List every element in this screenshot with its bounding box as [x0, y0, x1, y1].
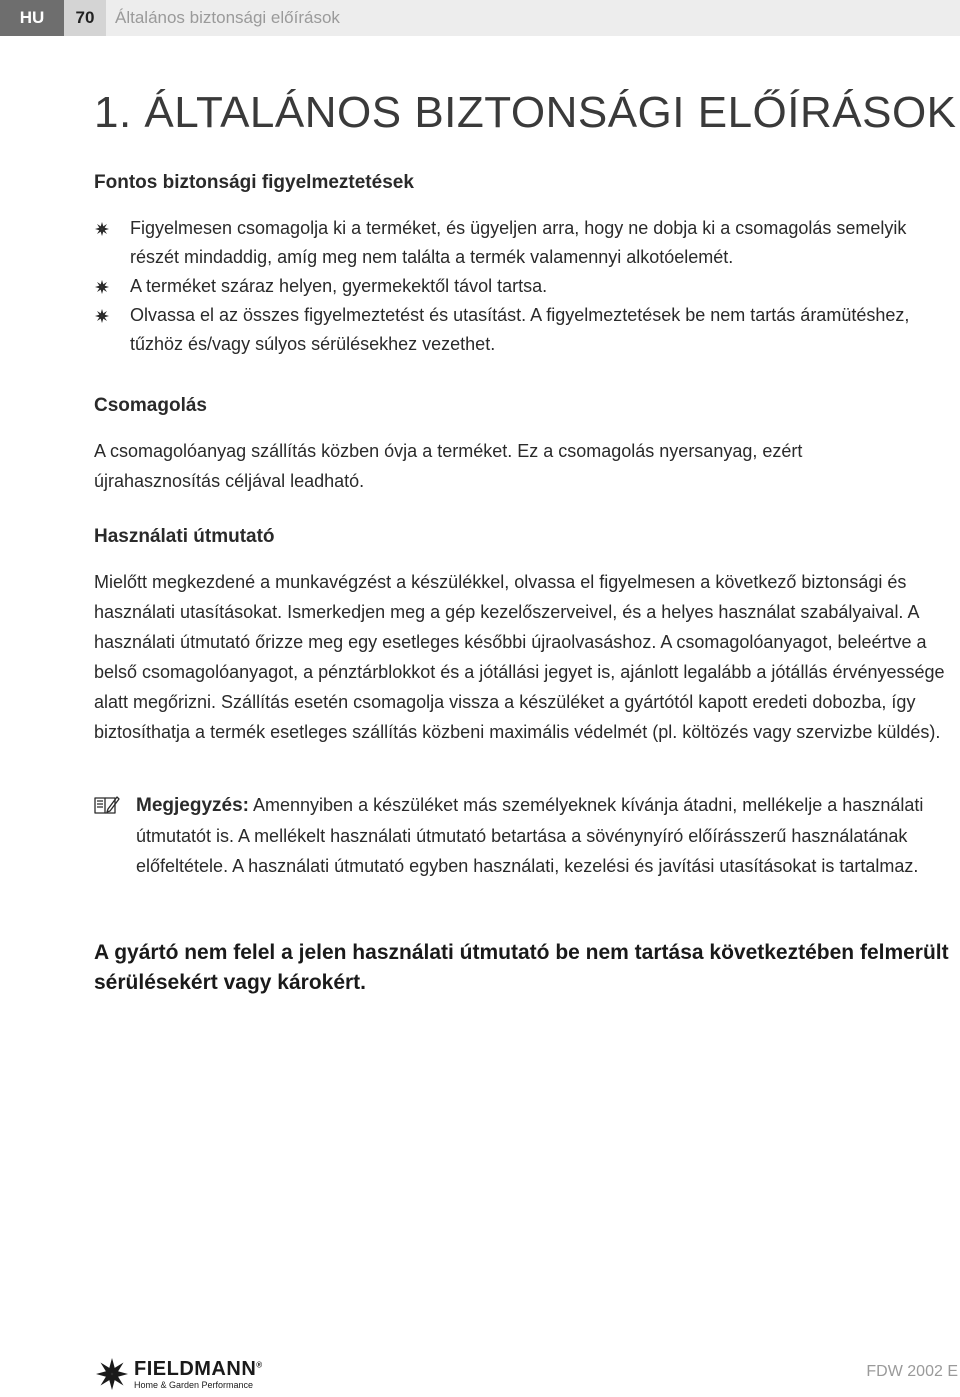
- safety-warnings-list: [94, 214, 924, 359]
- registered-mark: ®: [256, 1359, 263, 1369]
- packaging-text: A csomagolóanyag szállítás közben óvja a terméket. Ez a csomagolás nyersanyag, ezért újrahasznosítás céljával leadható.: [94, 441, 803, 491]
- brand-logo: [94, 1356, 263, 1392]
- model-number: FDW 2002 E: [866, 1363, 958, 1380]
- page-number: 70: [64, 0, 106, 36]
- note-label: Megjegyzés:: [136, 795, 249, 816]
- packaging-heading: Csomagolás: [94, 395, 207, 416]
- flower-bullet-icon: [94, 308, 110, 324]
- page-header: [0, 0, 960, 36]
- list-item: [94, 214, 924, 272]
- bullet-text: Figyelmesen csomagolja ki a terméket, és ügyeljen arra, hogy ne dobja ki a csomagolás semelyik részét mindaddig, amíg meg nem találta a termék valamennyi alkotóelemét.: [130, 218, 907, 267]
- header-section-title: Általános biztonsági előírások: [106, 0, 960, 36]
- note-paragraph: [94, 790, 924, 881]
- brand-wordmark: FIELDMANN: [134, 1357, 257, 1380]
- list-item: [94, 301, 924, 359]
- bullet-text: A terméket száraz helyen, gyermekektől távol tartsa.: [130, 276, 548, 296]
- flower-bullet-icon: [94, 221, 110, 237]
- safety-warnings-heading: Fontos biztonsági figyelmeztetések: [94, 172, 414, 193]
- brand-name: [134, 1359, 263, 1379]
- bullet-text: Olvassa el az összes figyelmeztetést és utasítást. A figyelmeztetések be nem tartás áramütéshez, tűzhöz és/vagy súlyos sérülésekhez vezethet.: [130, 305, 910, 354]
- manual-text: Mielőtt megkezdené a munkavégzést a készülékkel, olvassa el figyelmesen a következő biztonsági és használati utasításokat. Ismerkedjen meg a gép kezelőszerveivel, és a helyes használat szabályaival. A használati útmutató őrizze meg egy esetleges későbbi újraolvasáshoz. A csomagolóanyagot, beleértve a belső csomagolóanyagot, a pénztárblokkot és a jótállási jegyet is, ajánlott legalább a jótállás érvényessége alatt megőrizni. Szállítás esetén csomagolja vissza a készüléket a gyártótól kapott eredeti dobozba, így biztosíthatja a termék esetleges szállítás közbeni maximális védelmét (pl. költözés vagy szervizbe küldés).: [94, 572, 945, 742]
- note-text: Amennyiben a készüléket más személyeknek kívánja átadni, mellékelje a használati útmutatót is. A mellékelt használati útmutató betartása a sövénynyíró előírásszerű használatának előfeltétele. A használati útmutató egyben használati, kezelési és javítási utasításokat is tartalmaz.: [136, 795, 924, 876]
- disclaimer: A gyártó nem felel a jelen használati útmutató be nem tartása következtében felmerült sérülésekért vagy károkért.: [94, 941, 949, 994]
- flower-bullet-icon: [94, 279, 110, 295]
- brand-tagline: Home & Garden Performance: [134, 1379, 254, 1390]
- note-block: [94, 790, 924, 881]
- list-item: [94, 272, 924, 301]
- manual-heading: Használati útmutató: [94, 526, 275, 547]
- open-book-pencil-icon: [94, 794, 120, 816]
- fieldmann-flower-logo-icon: [94, 1356, 130, 1392]
- page-title: 1. ÁLTALÁNOS BIZTONSÁGI ELŐÍRÁSOK: [94, 88, 957, 137]
- language-badge: HU: [0, 0, 64, 36]
